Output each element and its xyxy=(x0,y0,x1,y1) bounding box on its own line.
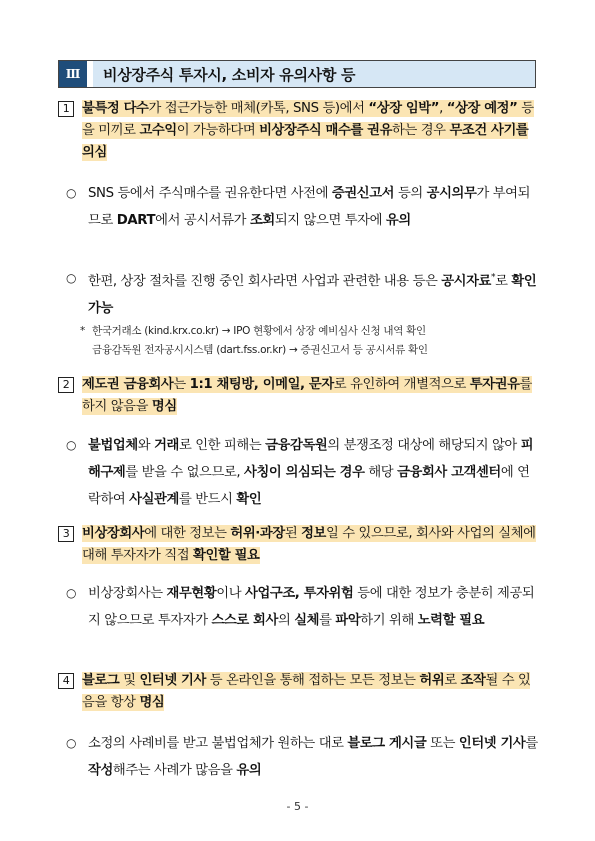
point-text: 제도권 금융회사는 1:1 채팅방, 이메일, 문자로 유인하여 개별적으로 투자권유를 하지 않음을 명심 xyxy=(82,377,532,414)
bullet-circle-icon: ○ xyxy=(66,586,77,600)
point-text: 비상장회사에 대한 정보는 허위·과장된 정보일 수 있으므로, 회사와 사업의 실체에 대해 투자자가 직접 확인할 필요 xyxy=(82,526,536,563)
bullet-item xyxy=(66,580,540,634)
point-text: 블로그 및 인터넷 기사 등 온라인을 통해 접하는 모든 정보는 허위로 조작될 수 있음을 항상 명심 xyxy=(82,673,531,710)
point-number-box: 1 xyxy=(58,101,74,117)
section-number: Ⅲ xyxy=(59,61,87,87)
point-1 xyxy=(58,98,540,164)
point-number-box: 4 xyxy=(58,673,74,689)
bullet-text: 소정의 사례비를 받고 불법업체가 원하는 대로 블로그 게시글 또는 인터넷 기사를 작성해주는 사례가 많음을 유의 xyxy=(88,736,538,778)
point-4 xyxy=(58,670,540,714)
point-number-box: 2 xyxy=(58,377,74,393)
point-text: 불특정 다수가 접근가능한 매체(카톡, SNS 등)에서 “상장 임박”, “상장 예정” 등을 미끼로 고수익이 가능하다며 비상장주식 매수를 권유하는 경우 무조건 사기를 의심 xyxy=(82,101,534,160)
section-header xyxy=(58,60,536,88)
bullet-circle-icon: ○ xyxy=(66,438,77,452)
footnote-line: 금융감독원 전자공시시스템 (dart.fss.or.kr) → 증권신고서 등 공시서류 확인 xyxy=(92,344,428,356)
bullet-item xyxy=(66,432,540,513)
bullet-circle-icon: ○ xyxy=(66,186,77,200)
bullet-circle-icon: ○ xyxy=(66,271,77,285)
section-title: 비상장주식 투자시, 소비자 유의사항 등 xyxy=(93,61,535,87)
page-number: - 5 - xyxy=(286,800,309,813)
footnote-line: 한국거래소 (kind.krx.co.kr) → IPO 현황에서 상장 예비심사 신청 내역 확인 xyxy=(92,325,426,337)
footnote-star: * xyxy=(80,325,85,337)
bullet-text: 불법업체와 거래로 인한 피해는 금융감독원의 분쟁조정 대상에 해당되지 않아 피해구제를 받을 수 없으므로, 사칭이 의심되는 경우 해당 금융회사 고객센터에 연락하여 사실관계를 반드시 확인 xyxy=(88,438,534,507)
bullet-text: 비상장회사는 재무현황이나 사업구조, 투자위험 등에 대한 정보가 충분히 제공되지 않으므로 투자자가 스스로 회사의 실체를 파악하기 위해 노력할 필요 xyxy=(88,586,535,628)
bullet-text: 한편, 상장 절차를 진행 중인 회사라면 사업과 관련한 내용 등은 공시자료*로 확인 가능 xyxy=(88,273,537,317)
bullet-item xyxy=(66,265,540,322)
bullet-text: SNS 등에서 주식매수를 권유한다면 사전에 증권신고서 등의 공시의무가 부여되므로 DART에서 공시서류가 조회되지 않으면 투자에 유의 xyxy=(88,186,531,228)
footnote xyxy=(80,322,540,360)
point-2 xyxy=(58,374,540,418)
bullet-circle-icon: ○ xyxy=(66,736,77,750)
bullet-item xyxy=(66,180,540,234)
point-number-box: 3 xyxy=(58,526,74,542)
bullet-item xyxy=(66,730,540,784)
point-3 xyxy=(58,523,540,567)
